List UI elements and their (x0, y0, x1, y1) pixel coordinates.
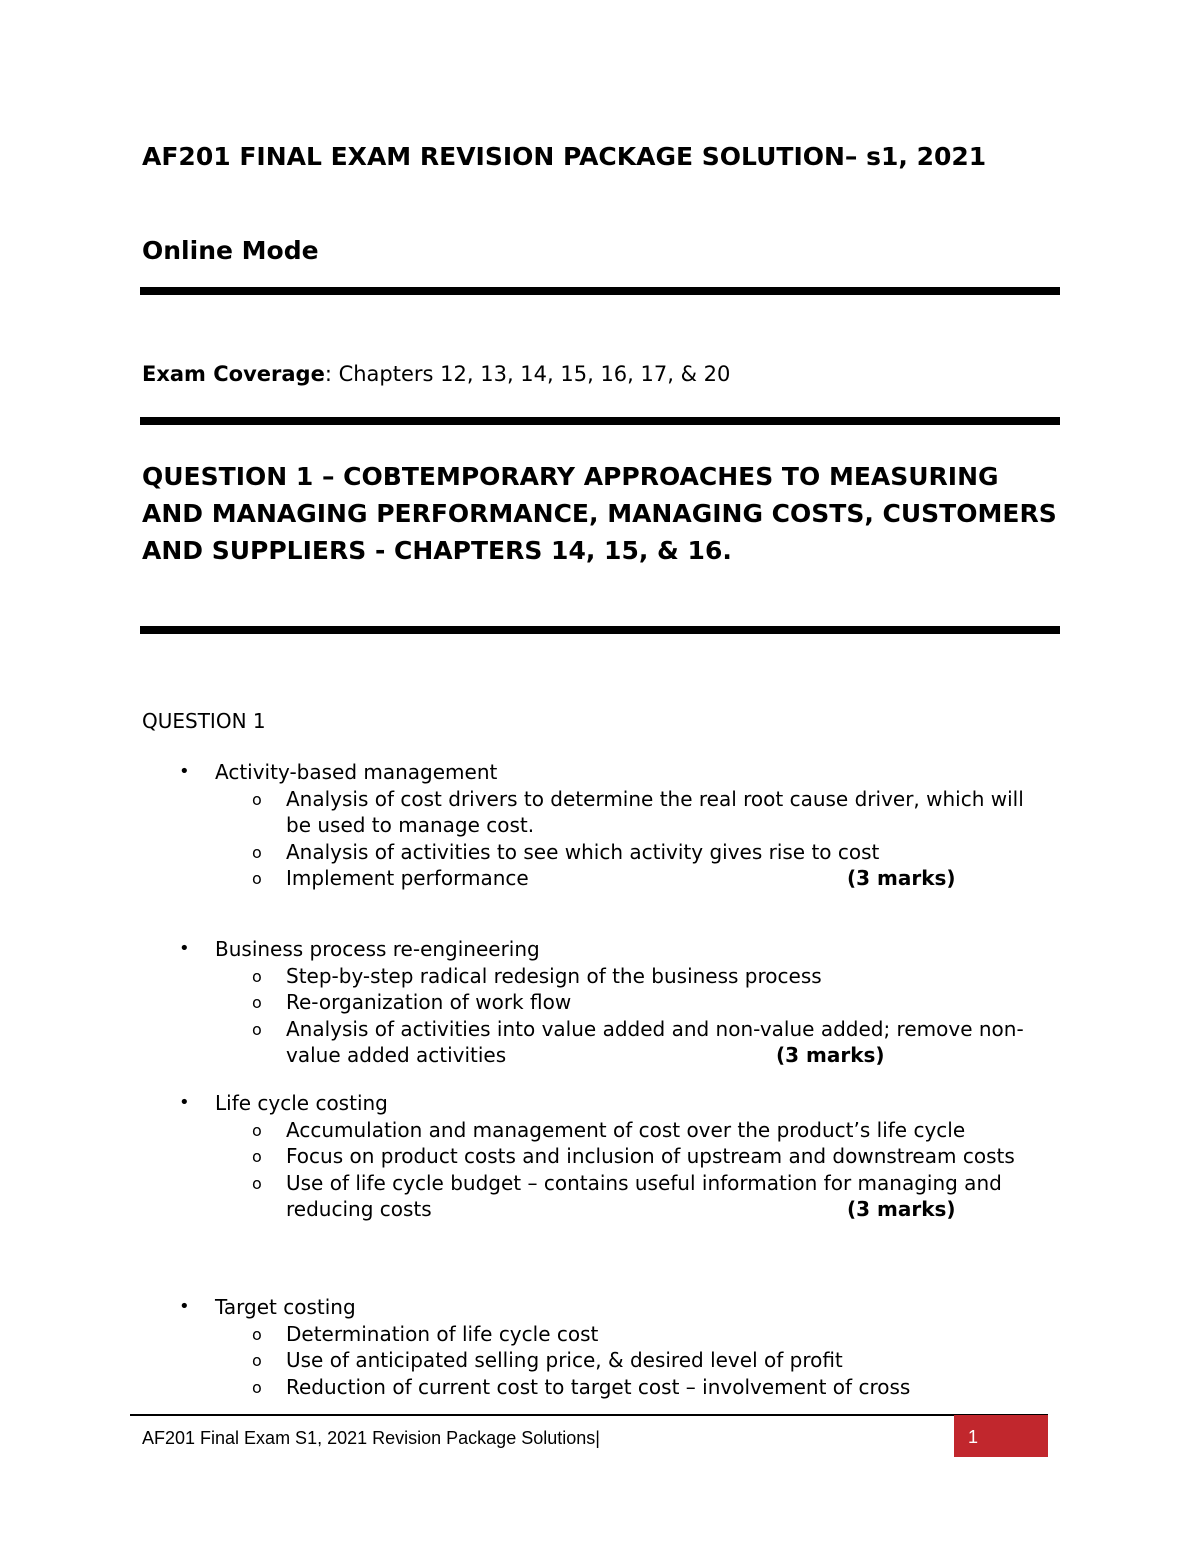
list-item: o Reduction of current cost to target cost – involvement of cross (142, 1374, 1046, 1401)
divider-rule (140, 626, 1060, 634)
list-item: o Implement performance (3 marks) (142, 865, 1046, 892)
circle-bullet-icon: o (252, 1377, 262, 1397)
list-item: o Analysis of activities into value added and non-value added; remove non-value added activities (3 marks) (252, 1016, 1024, 1067)
bullet-icon: • (179, 761, 190, 782)
bullet-business-process-reengineering (142, 936, 1062, 1069)
list-item: o Use of anticipated selling price, & desired level of profit (142, 1347, 1046, 1374)
divider-rule (140, 287, 1060, 295)
bullet-life-cycle-costing (142, 1090, 1062, 1223)
circle-bullet-icon: o (252, 1147, 262, 1166)
list-item: o Focus on product costs and inclusion of upstream and downstream costs (142, 1143, 1046, 1170)
circle-bullet-icon: o (252, 842, 262, 862)
list-item: o Determination of life cycle cost (142, 1321, 1046, 1348)
circle-bullet-icon: o (252, 789, 262, 809)
list-item: o Analysis of activities to see which activity gives rise to cost (142, 839, 1046, 866)
list-item: o Step-by-step radical redesign of the business process (142, 963, 1046, 990)
page-number-box (954, 1415, 1048, 1457)
circle-bullet-icon: o (252, 1019, 262, 1039)
bullet-icon: • (179, 1092, 190, 1113)
question-heading: QUESTION 1 – COBTEMPORARY APPROACHES TO MEASURING AND MANAGING PERFORMANCE, MANAGING COSTS, CUSTOMERS AND SUPPLIERS - CHAPTERS 14, 15, & 16. (142, 462, 1057, 565)
bullet-label: Activity-based management (215, 760, 498, 784)
circle-bullet-icon: o (252, 1324, 262, 1344)
list-item: o Analysis of cost drivers to determine the real root cause driver, which will be used to manage cost. (252, 786, 1024, 837)
bullet-icon: • (179, 1296, 190, 1317)
bullet-label: Target costing (215, 1295, 356, 1319)
bullet-activity-based-management (142, 759, 1062, 892)
circle-bullet-icon: o (252, 966, 262, 986)
divider-rule (140, 417, 1060, 425)
footer-divider (130, 1414, 1048, 1416)
document-title: AF201 FINAL EXAM REVISION PACKAGE SOLUTION– s1, 2021 (142, 142, 987, 171)
circle-bullet-icon: o (252, 1120, 262, 1140)
list-item: o Use of life cycle budget – contains useful information for managing and reducing costs (3 marks) (252, 1170, 1002, 1221)
page-number: 1 (968, 1427, 979, 1447)
bullet-label: Life cycle costing (215, 1091, 388, 1115)
footer-text: AF201 Final Exam S1, 2021 Revision Package Solutions| (142, 1428, 600, 1448)
marks-label: (3 marks) (847, 866, 956, 890)
circle-bullet-icon: o (252, 1351, 262, 1370)
marks-label: (3 marks) (776, 1043, 885, 1067)
exam-coverage (142, 359, 730, 389)
circle-bullet-icon: o (252, 1173, 262, 1193)
bullet-icon: • (179, 938, 190, 959)
list-item: o Accumulation and management of cost over the product’s life cycle (142, 1117, 1046, 1144)
document-subtitle: Online Mode (142, 236, 319, 265)
list-item: o Re-organization of work flow (142, 989, 1046, 1016)
bullet-label: Business process re-engineering (215, 937, 540, 961)
coverage-text: : Chapters 12, 13, 14, 15, 16, 17, & 20 (324, 362, 731, 386)
question-label: QUESTION 1 (142, 709, 266, 733)
circle-bullet-icon: o (252, 993, 262, 1012)
marks-label: (3 marks) (847, 1197, 956, 1221)
bullet-target-costing (142, 1294, 1062, 1400)
circle-bullet-icon: o (252, 869, 262, 888)
coverage-label: Exam Coverage (142, 362, 325, 386)
